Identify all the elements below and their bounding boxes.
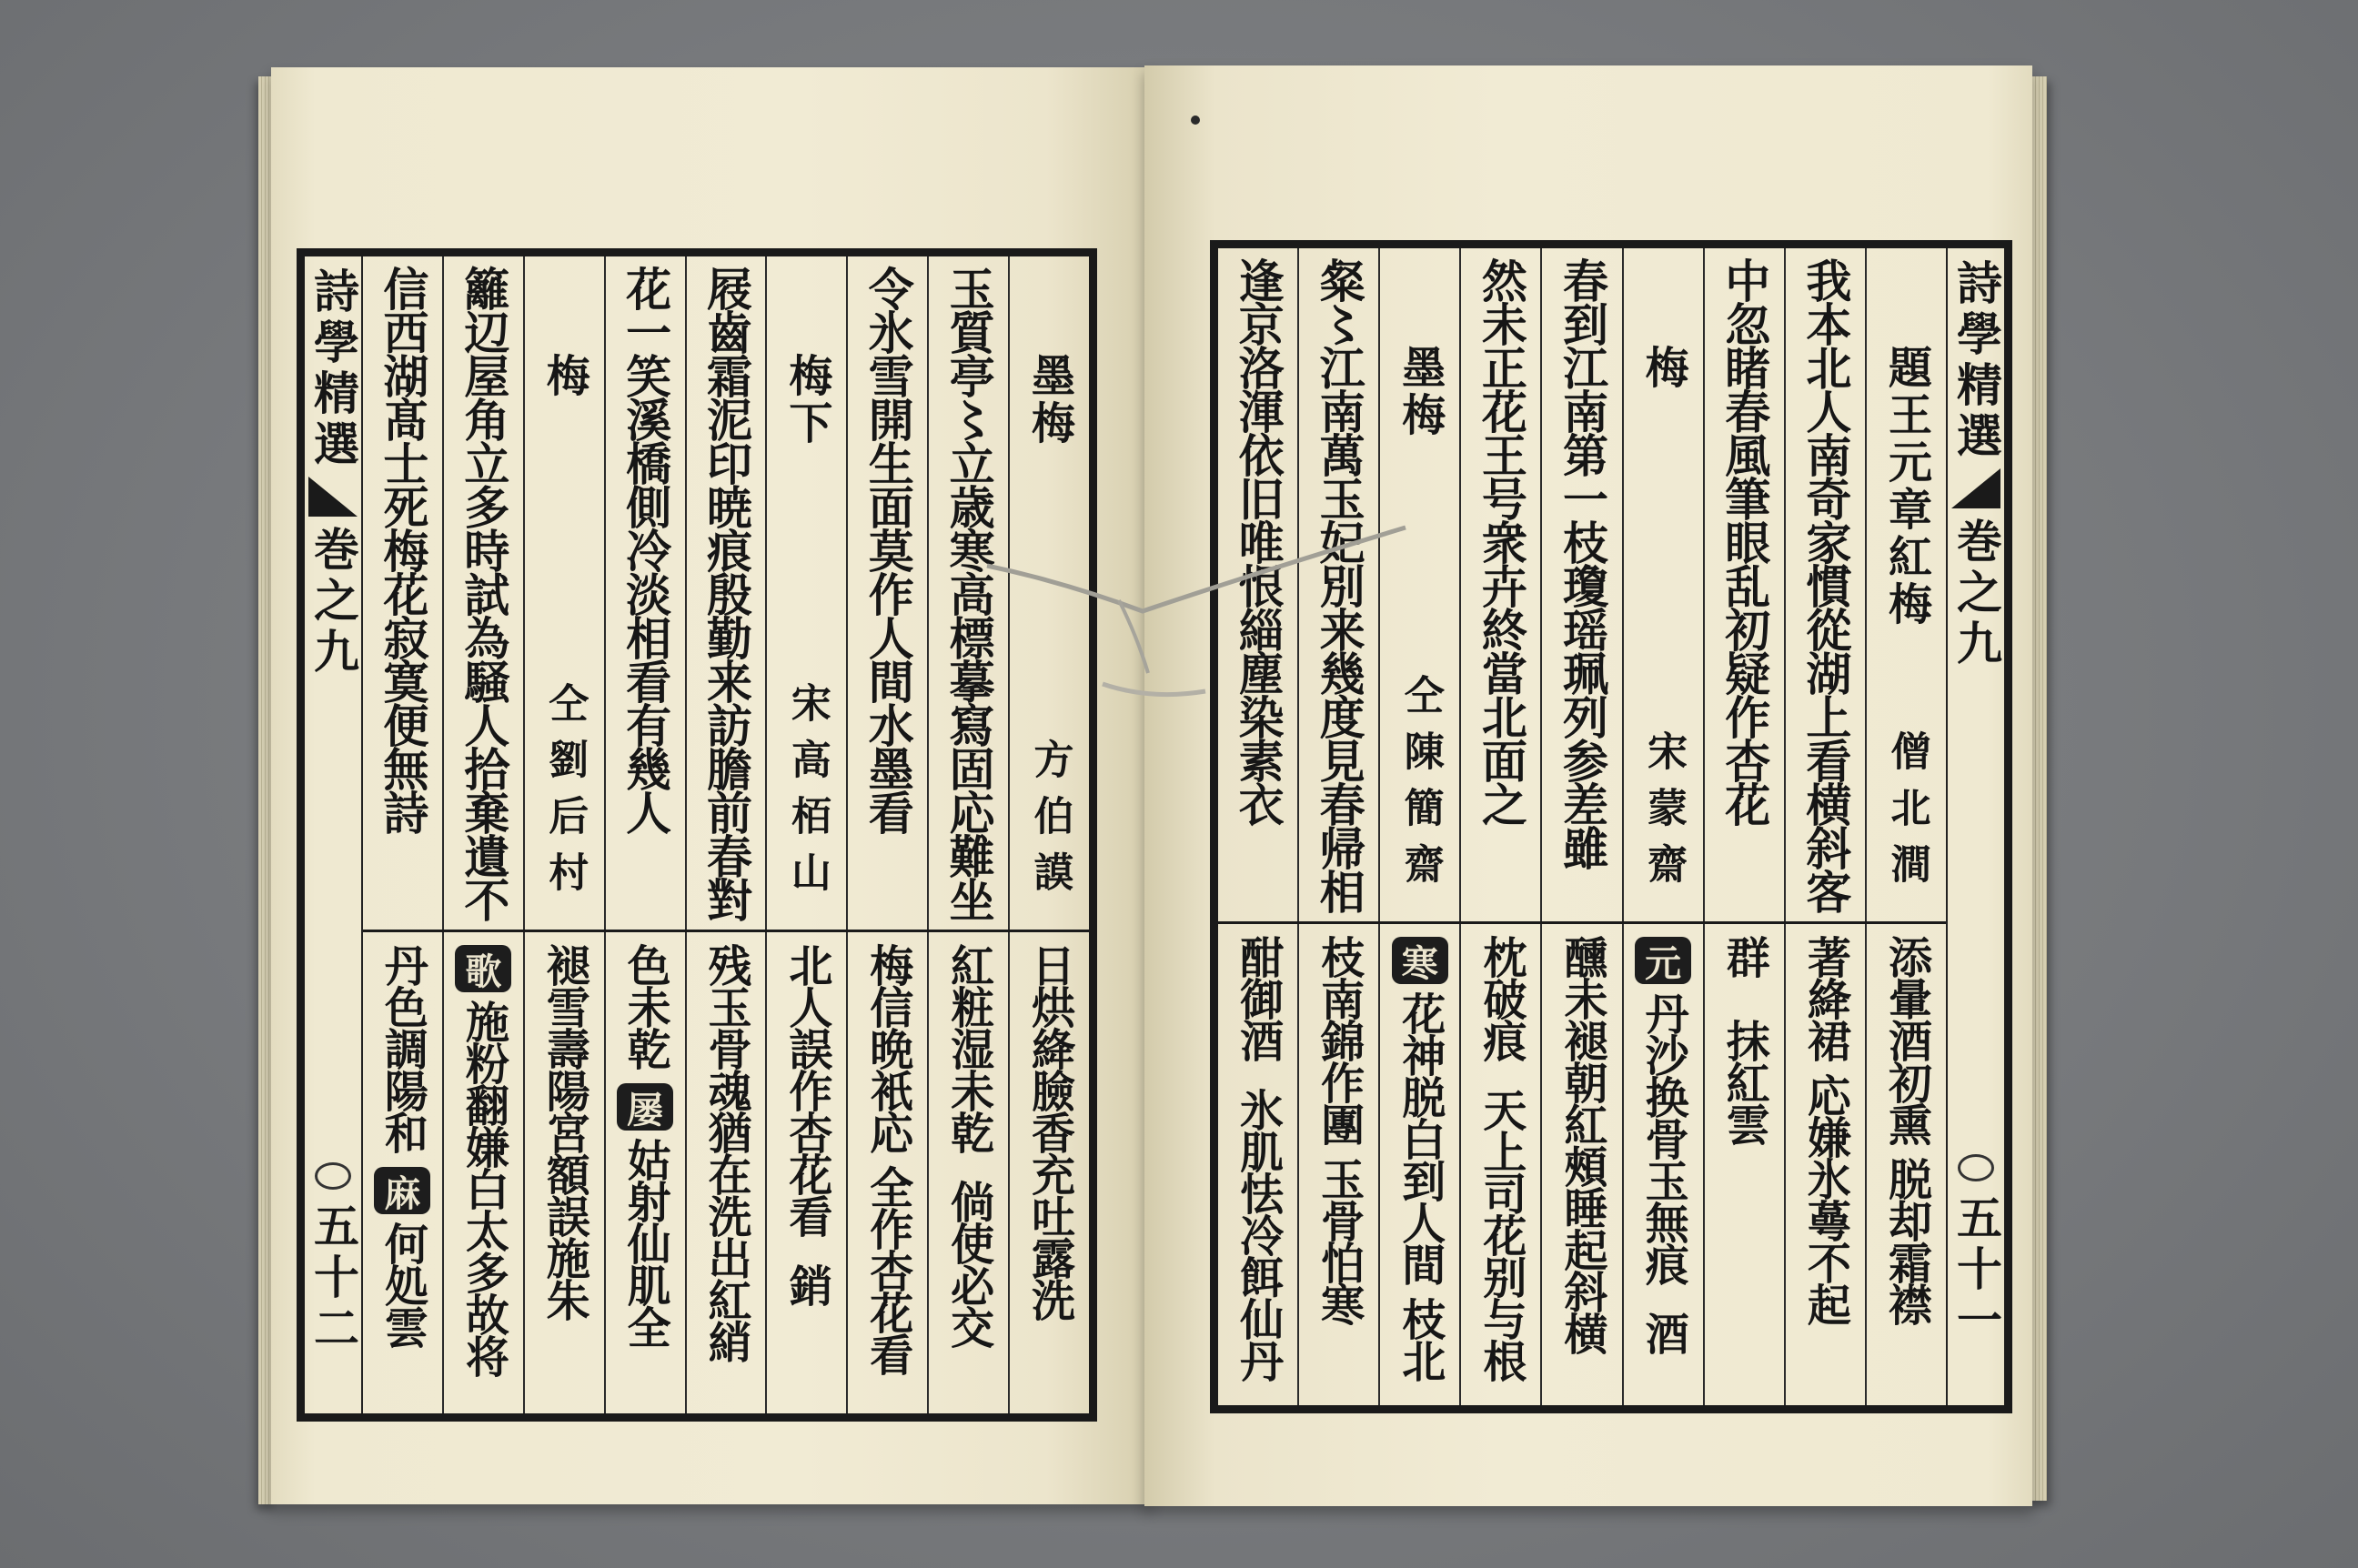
phrase-text: 群 — [1718, 935, 1770, 977]
phrase-column — [1008, 932, 1089, 1413]
phrase-text: 枕破痕 — [1475, 935, 1527, 1060]
phrase-text: 銷 — [781, 1263, 832, 1305]
poem-line: 玉質亭〻立歳寒高標摹寫固応難坐 — [942, 266, 996, 920]
fish-tail-mark-icon — [308, 477, 358, 517]
phrase-text: 北人誤作杏花看 — [781, 943, 832, 1236]
phrase-text: 添暈酒初熏 — [1880, 935, 1932, 1144]
phrase-text: 著絳裙 — [1799, 935, 1851, 1060]
poem-title: 梅 — [1638, 345, 1689, 392]
poem-text-column — [1218, 248, 1297, 921]
poem-text-column — [1703, 248, 1784, 921]
phrase-text: 枝南錦作團 — [1313, 935, 1365, 1144]
poem-title-column — [765, 256, 846, 930]
left-page-body — [363, 256, 1089, 1413]
poem-text-column — [1540, 248, 1621, 921]
phrase-text: 施粉翻嫌白太多故将 — [458, 1000, 509, 1376]
poem-line: 逢京洛渾依旧唯恨緇塵染素衣 — [1231, 257, 1285, 825]
phrase-text: 姑射仙肌全 — [620, 1138, 671, 1347]
poem-text-column — [927, 256, 1008, 930]
phrase-column — [1459, 924, 1540, 1405]
volume-label: 巻之九 — [1950, 518, 2003, 670]
book-title: 詩學精選 — [1950, 259, 2003, 463]
phrase-column — [363, 932, 442, 1413]
volume-label: 巻之九 — [307, 526, 360, 678]
phrase-column — [1218, 924, 1297, 1405]
poem-text-column — [442, 256, 523, 930]
poem-title: 題王元章紅梅 — [1880, 345, 1932, 628]
margin-ring-mark-icon — [1958, 1154, 1994, 1181]
poem-title: 梅 — [539, 353, 590, 400]
poem-text-column — [685, 256, 766, 930]
poem-text-column — [1297, 248, 1378, 921]
phrase-column — [1540, 924, 1621, 1405]
phrase-text: 枝北 — [1394, 1297, 1446, 1381]
poem-title: 梅下 — [781, 353, 832, 447]
phrase-text: 酣御酒 — [1232, 935, 1284, 1060]
phrase-column — [1865, 924, 1946, 1405]
poem-text-column — [363, 256, 442, 930]
phrase-text: 日烘絳臉香充吐露洗 — [1023, 943, 1075, 1320]
poem-line: 然未正花王号衆卉終當北面之 — [1474, 257, 1528, 825]
fish-tail-mark-icon — [1951, 468, 2000, 508]
phrase-column — [1378, 924, 1459, 1405]
phrase-column — [1784, 924, 1865, 1405]
poem-line: 令氷雪開生面莫作人間水墨看 — [861, 266, 915, 833]
left-page-text-frame — [297, 248, 1097, 1422]
left-page-margin-column — [305, 256, 363, 1413]
phrase-text: 酒 — [1638, 1312, 1689, 1353]
poem-title-column — [1865, 248, 1946, 921]
phrase-text: 倘使必交 — [942, 1180, 994, 1347]
book-title: 詩學精選 — [307, 267, 360, 471]
poem-title: 墨梅 — [1023, 353, 1075, 447]
poem-title: 墨梅 — [1394, 345, 1446, 439]
category-mark: 寒 — [1392, 937, 1448, 984]
poem-author: 宋蒙齋 — [1640, 730, 1688, 900]
phrase-text: 丹沙换骨玉無痕 — [1638, 991, 1689, 1284]
phrase-text: 醺未褪朝紅頰睡起斜横 — [1557, 935, 1607, 1353]
poem-text-column — [846, 256, 927, 930]
category-mark: 元 — [1635, 937, 1691, 984]
phrase-text: 色未乾 — [620, 943, 671, 1069]
poem-author: 仝陳簡齋 — [1396, 674, 1444, 900]
phrase-text: 脱却霜襟 — [1880, 1157, 1932, 1324]
phrase-text: 応嫌氷蕚不起 — [1799, 1073, 1851, 1324]
page-number: 五十二 — [307, 1202, 360, 1355]
right-page-margin-column — [1946, 248, 2004, 1405]
category-mark: 麻 — [374, 1167, 430, 1214]
poem-text-column — [1459, 248, 1540, 921]
poem-title-column — [1378, 248, 1459, 921]
category-mark: 屡 — [617, 1083, 673, 1131]
poem-author: 宋高栢山 — [783, 682, 831, 908]
phrase-text: 丹色調陽和 — [377, 943, 428, 1152]
poem-line: 花一笑溪橋側冷淡相看有幾人 — [619, 266, 673, 833]
poem-line: 信西湖髙士死梅花寂寞便無詩 — [376, 266, 430, 833]
phrase-text: 褪雪壽陽宮額誤施朱 — [539, 943, 590, 1320]
poem-line: 我本北人南奇家慣從湖上看横斜客 — [1799, 257, 1853, 912]
margin-ring-mark-icon — [315, 1162, 351, 1190]
phrase-text: 何処雲 — [377, 1221, 428, 1347]
phrase-column — [685, 932, 766, 1413]
phrase-text: 梅信晩衹応 — [862, 943, 913, 1152]
poem-line: 籬辺屋角立多時試為騒人拾棄遺不 — [457, 266, 511, 920]
phrase-text: 抹紅雲 — [1718, 1019, 1770, 1144]
phrase-column — [523, 932, 604, 1413]
phrase-column — [604, 932, 685, 1413]
phrase-text: 氷肌怯冷餌仙丹 — [1232, 1088, 1284, 1381]
phrase-text: 天上司花别与根 — [1475, 1088, 1527, 1381]
poem-author: 仝劉后村 — [541, 682, 589, 908]
poem-title-column — [1008, 256, 1089, 930]
phrase-column — [442, 932, 523, 1413]
category-mark: 歌 — [455, 945, 511, 992]
poem-line: 屐齒霜泥印暁痕殷勤来訪膽前春對 — [699, 266, 753, 920]
poem-title-column — [1622, 248, 1703, 921]
phrase-column — [1297, 924, 1378, 1405]
poem-title-column — [523, 256, 604, 930]
left-lower-section — [363, 932, 1089, 1413]
phrase-text: 全作杏花看 — [862, 1165, 913, 1374]
right-upper-section — [1218, 248, 1946, 924]
poem-line: 春到江南第一枝瓊瑶珮列参差雖 — [1556, 257, 1609, 869]
poem-line: 中忽睹春風筆眼乱初疑作杏花 — [1718, 257, 1772, 825]
poem-text-column — [1784, 248, 1865, 921]
right-lower-section — [1218, 924, 1946, 1405]
poem-line: 粲〻江南萬玉妃別来幾度見春帰相 — [1312, 257, 1366, 912]
phrase-text: 残玉骨魂猶在洗出紅綃 — [700, 943, 751, 1362]
phrase-column — [846, 932, 927, 1413]
right-page-text-frame — [1210, 240, 2012, 1413]
phrase-column — [1622, 924, 1703, 1405]
phrase-column — [765, 932, 846, 1413]
poem-text-column — [604, 256, 685, 930]
page-number: 五十一 — [1950, 1194, 2003, 1347]
phrase-text: 玉骨怕寒 — [1313, 1157, 1365, 1324]
phrase-text: 紅粧湿未乾 — [942, 943, 994, 1152]
right-page-body — [1218, 248, 1946, 1405]
phrase-text: 花神脱白到人間 — [1394, 991, 1446, 1284]
poem-author: 僧北澗 — [1883, 730, 1930, 900]
poem-author: 方伯謨 — [1026, 739, 1073, 908]
left-upper-section — [363, 256, 1089, 932]
phrase-column — [1703, 924, 1784, 1405]
phrase-column — [927, 932, 1008, 1413]
